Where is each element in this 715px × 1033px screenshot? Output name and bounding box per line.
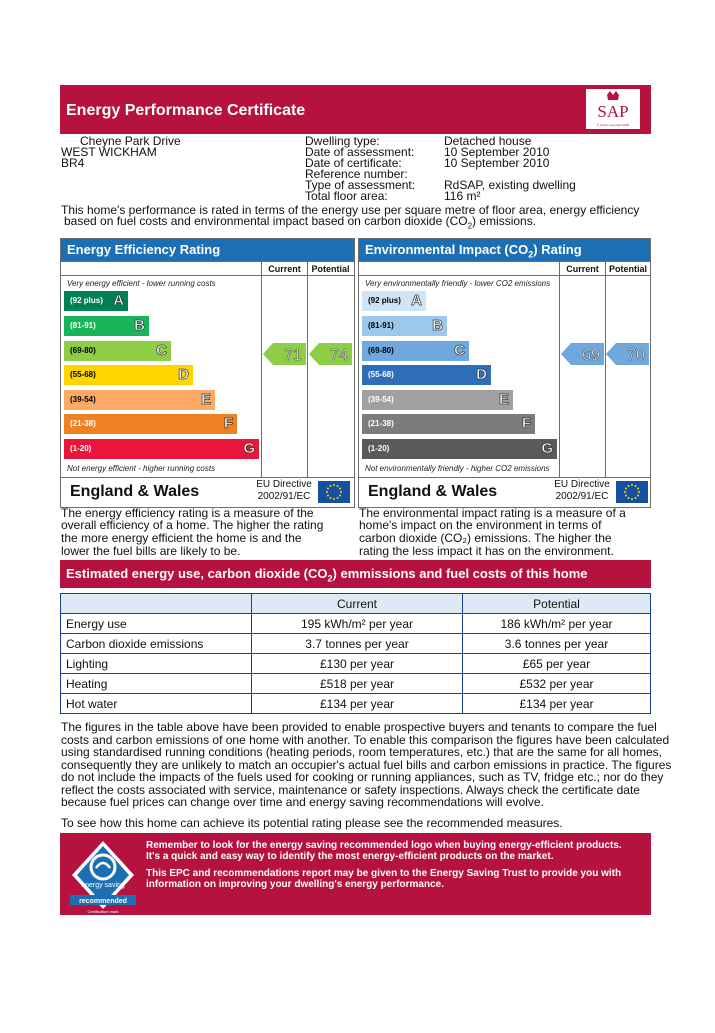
env-band-range: (1-20) bbox=[368, 444, 390, 453]
assessment-type-label: Type of assessment: bbox=[305, 178, 416, 192]
env-desc-3: carbon dioxide (CO₂) emissions. The higher the bbox=[359, 531, 612, 545]
env-band-range: (21-38) bbox=[368, 419, 394, 428]
env-band-range: (69-80) bbox=[368, 346, 394, 355]
energy-current-rating-arrow-value: 71 bbox=[284, 347, 302, 364]
figures-line-2: costs and carbon emissions of one home with another. To enable this comparison the figures have been calculated bbox=[61, 733, 670, 747]
env-desc-4: rating the less impact it has on the environment. bbox=[359, 544, 614, 558]
logo-line-1: energy saving bbox=[81, 882, 125, 889]
potential-line: To see how this home can achieve its potential rating please see the recommended measures. bbox=[61, 816, 563, 830]
env-band-letter: D bbox=[476, 366, 487, 383]
env-footer bbox=[358, 478, 558, 506]
dwelling-type-label: Dwelling type: bbox=[305, 134, 380, 148]
env-eu-directive: EU Directive 2002/91/EC bbox=[554, 479, 610, 502]
energy-band-letter: F bbox=[223, 415, 233, 432]
env-band-c bbox=[362, 341, 469, 361]
env-band-range: (92 plus) bbox=[368, 296, 401, 305]
energy-col-potential: Potential bbox=[311, 264, 350, 274]
energy-band-range: (1-20) bbox=[70, 444, 92, 453]
env-footer-label: England & Wales bbox=[368, 483, 498, 500]
estimates-col-potential: Potential bbox=[463, 594, 651, 614]
floor-area-label: Total floor area: bbox=[305, 189, 388, 203]
env-band-range: (55-68) bbox=[368, 370, 394, 379]
env-top-note: Very environmentally friendly - lower CO2 emissions bbox=[365, 279, 551, 288]
energy-band-letter: G bbox=[243, 440, 255, 457]
energy-panel-title: Energy Efficiency Rating bbox=[61, 239, 354, 261]
env-band-range: (39-54) bbox=[368, 395, 394, 404]
env-col-current: Current bbox=[566, 264, 599, 274]
env-current-rating-arrow-value: 69 bbox=[582, 347, 600, 364]
env-potential-rating-arrow bbox=[606, 343, 650, 365]
estimates-table bbox=[60, 593, 651, 714]
sap-logo bbox=[586, 89, 640, 129]
energy-band-range: (92 plus) bbox=[70, 296, 103, 305]
energy-band-range: (69-80) bbox=[70, 346, 96, 355]
env-desc-2: home's impact on the environment in terms of bbox=[359, 518, 602, 532]
eu-flag-icon bbox=[318, 481, 350, 503]
table-row: Energy use 195 kWh/m² per year 186 kWh/m² per year bbox=[61, 614, 651, 634]
env-band-a bbox=[362, 291, 426, 311]
energy-desc-1: The energy efficiency rating is a measure of the bbox=[61, 506, 314, 520]
energy-band-g bbox=[64, 439, 259, 459]
estimates-header: Estimated energy use, carbon dioxide $(CO_2)$ emmissions and fuel costs of this home bbox=[60, 560, 651, 588]
estimates-header-row bbox=[61, 594, 651, 614]
env-current-rating-arrow bbox=[561, 343, 605, 365]
date-certificate-value: 10 September 2010 bbox=[444, 156, 550, 170]
energy-desc-2: overall efficiency of a home. The higher the rating bbox=[61, 518, 324, 532]
env-band-letter: C bbox=[454, 342, 465, 359]
logo-small: Certification mark bbox=[87, 909, 119, 914]
table-row: Heating £518 per year £532 per year bbox=[61, 674, 651, 694]
energy-footer-label: England & Wales bbox=[70, 483, 200, 500]
figures-line-3: using standardised running conditions (heating periods, room temperatures, etc.) that are the same for all homes, bbox=[61, 745, 662, 759]
energy-band-letter: C bbox=[156, 342, 167, 359]
estimates-col-current: Current bbox=[252, 594, 463, 614]
env-band-f bbox=[362, 414, 535, 434]
energy-band-b bbox=[64, 316, 149, 336]
est-para-1: Remember to look for the energy saving recommended logo when buying energy-efficient products. It's a quick and easy way to identify the most energy-efficient products on the market. bbox=[146, 840, 622, 862]
est-para-2: This EPC and recommendations report may be given to the Energy Saving Trust to provide you with information on improving your dwelling's energy performance. bbox=[146, 868, 622, 890]
eu-flag-icon bbox=[616, 481, 648, 503]
energy-band-letter: D bbox=[178, 366, 189, 383]
env-band-g bbox=[362, 439, 557, 459]
env-band-e bbox=[362, 390, 513, 410]
energy-band-range: (21-38) bbox=[70, 419, 96, 428]
figures-line-1: The figures in the table above have been provided to enable prospective buyers and tenants to compare the fuel bbox=[61, 720, 657, 734]
energy-band-range: (55-68) bbox=[70, 370, 96, 379]
figures-line-6: reflect the costs associated with service, maintenance or safety inspections. Always check the certificate date bbox=[61, 783, 640, 797]
energy-band-a bbox=[64, 291, 128, 311]
energy-band-letter: A bbox=[113, 292, 124, 309]
sap-logo-copyright: © Crown copyright 2009 bbox=[596, 123, 630, 127]
env-band-letter: F bbox=[521, 415, 531, 432]
address-line-1: Cheyne Park Drive bbox=[80, 134, 181, 148]
env-band-letter: B bbox=[432, 317, 443, 334]
figures-line-4: consequently they are unlikely to match an occupier's actual fuel bills and carbon emissions in practice. The figures bbox=[61, 758, 672, 772]
assessment-type-value: RdSAP, existing dwelling bbox=[444, 178, 576, 192]
figures-line-5: do not include the impacts of the fuels used for cooking or running appliances, such as TV, fridge etc.; nor do they bbox=[61, 770, 664, 784]
energy-band-c bbox=[64, 341, 171, 361]
energy-desc-3: the more energy efficient the home is and the bbox=[61, 531, 302, 545]
certificate-title: Energy Performance Certificate bbox=[66, 102, 306, 119]
env-bottom-note: Not environmentally friendly - higher CO2 emissions bbox=[365, 464, 550, 473]
energy-band-range: (81-91) bbox=[70, 321, 96, 330]
energy-band-d bbox=[64, 365, 193, 385]
address-line-3: BR4 bbox=[61, 156, 85, 170]
env-col-potential: Potential bbox=[608, 264, 647, 274]
energy-footer bbox=[60, 478, 262, 506]
floor-area-value: 116 m² bbox=[444, 189, 481, 203]
energy-top-note: Very energy efficient - lower running costs bbox=[67, 279, 216, 288]
env-band-b bbox=[362, 316, 447, 336]
table-row: Lighting £130 per year £65 per year bbox=[61, 654, 651, 674]
figures-line-7: because fuel prices can change over time and energy saving recommendations will evolve. bbox=[61, 795, 544, 809]
date-assessment-label: Date of assessment: bbox=[305, 145, 415, 159]
date-assessment-value: 10 September 2010 bbox=[444, 145, 550, 159]
table-row: Hot water £134 per year £134 per year bbox=[61, 694, 651, 714]
env-potential-rating-arrow-value: 70 bbox=[627, 347, 645, 364]
address-line-2: WEST WICKHAM bbox=[61, 145, 157, 159]
env-band-letter: A bbox=[411, 292, 422, 309]
reference-label: Reference number: bbox=[305, 167, 408, 181]
env-panel-title: Environmental Impact $(CO_2)$ Rating bbox=[359, 239, 650, 261]
energy-band-letter: E bbox=[200, 391, 211, 408]
env-band-d bbox=[362, 365, 491, 385]
energy-bottom-note: Not energy efficient - higher running costs bbox=[67, 464, 216, 473]
dwelling-type-value: Detached house bbox=[444, 134, 532, 148]
env-band-letter: G bbox=[541, 440, 553, 457]
energy-col-current: Current bbox=[268, 264, 301, 274]
energy-band-range: (39-54) bbox=[70, 395, 96, 404]
logo-line-2: recommended bbox=[79, 898, 127, 905]
energy-desc-4: lower the fuel bills are likely to be. bbox=[61, 544, 241, 558]
date-certificate-label: Date of certificate: bbox=[305, 156, 402, 170]
table-row: Carbon dioxide emissions 3.7 tonnes per year 3.6 tonnes per year bbox=[61, 634, 651, 654]
energy-saving-logo bbox=[66, 837, 140, 915]
energy-potential-rating-arrow bbox=[309, 343, 353, 365]
energy-eu-directive: EU Directive 2002/91/EC bbox=[256, 479, 312, 502]
energy-band-letter: B bbox=[134, 317, 145, 334]
energy-band-e bbox=[64, 390, 215, 410]
env-band-letter: E bbox=[498, 391, 509, 408]
energy-band-f bbox=[64, 414, 237, 434]
env-desc-1: The environmental impact rating is a measure of a bbox=[359, 506, 626, 520]
intro-line-1: This home's performance is rated in terms of the energy use per square metre of floor area, energy efficiency bbox=[61, 203, 640, 217]
energy-potential-rating-arrow-value: 74 bbox=[330, 347, 348, 364]
sap-logo-text: SAP bbox=[597, 102, 629, 121]
intro-line-2: based on fuel costs and environmental impact based on carbon dioxide $(CO_2)$ emissions. bbox=[64, 214, 537, 231]
env-band-range: (81-91) bbox=[368, 321, 394, 330]
energy-current-rating-arrow bbox=[263, 343, 307, 365]
